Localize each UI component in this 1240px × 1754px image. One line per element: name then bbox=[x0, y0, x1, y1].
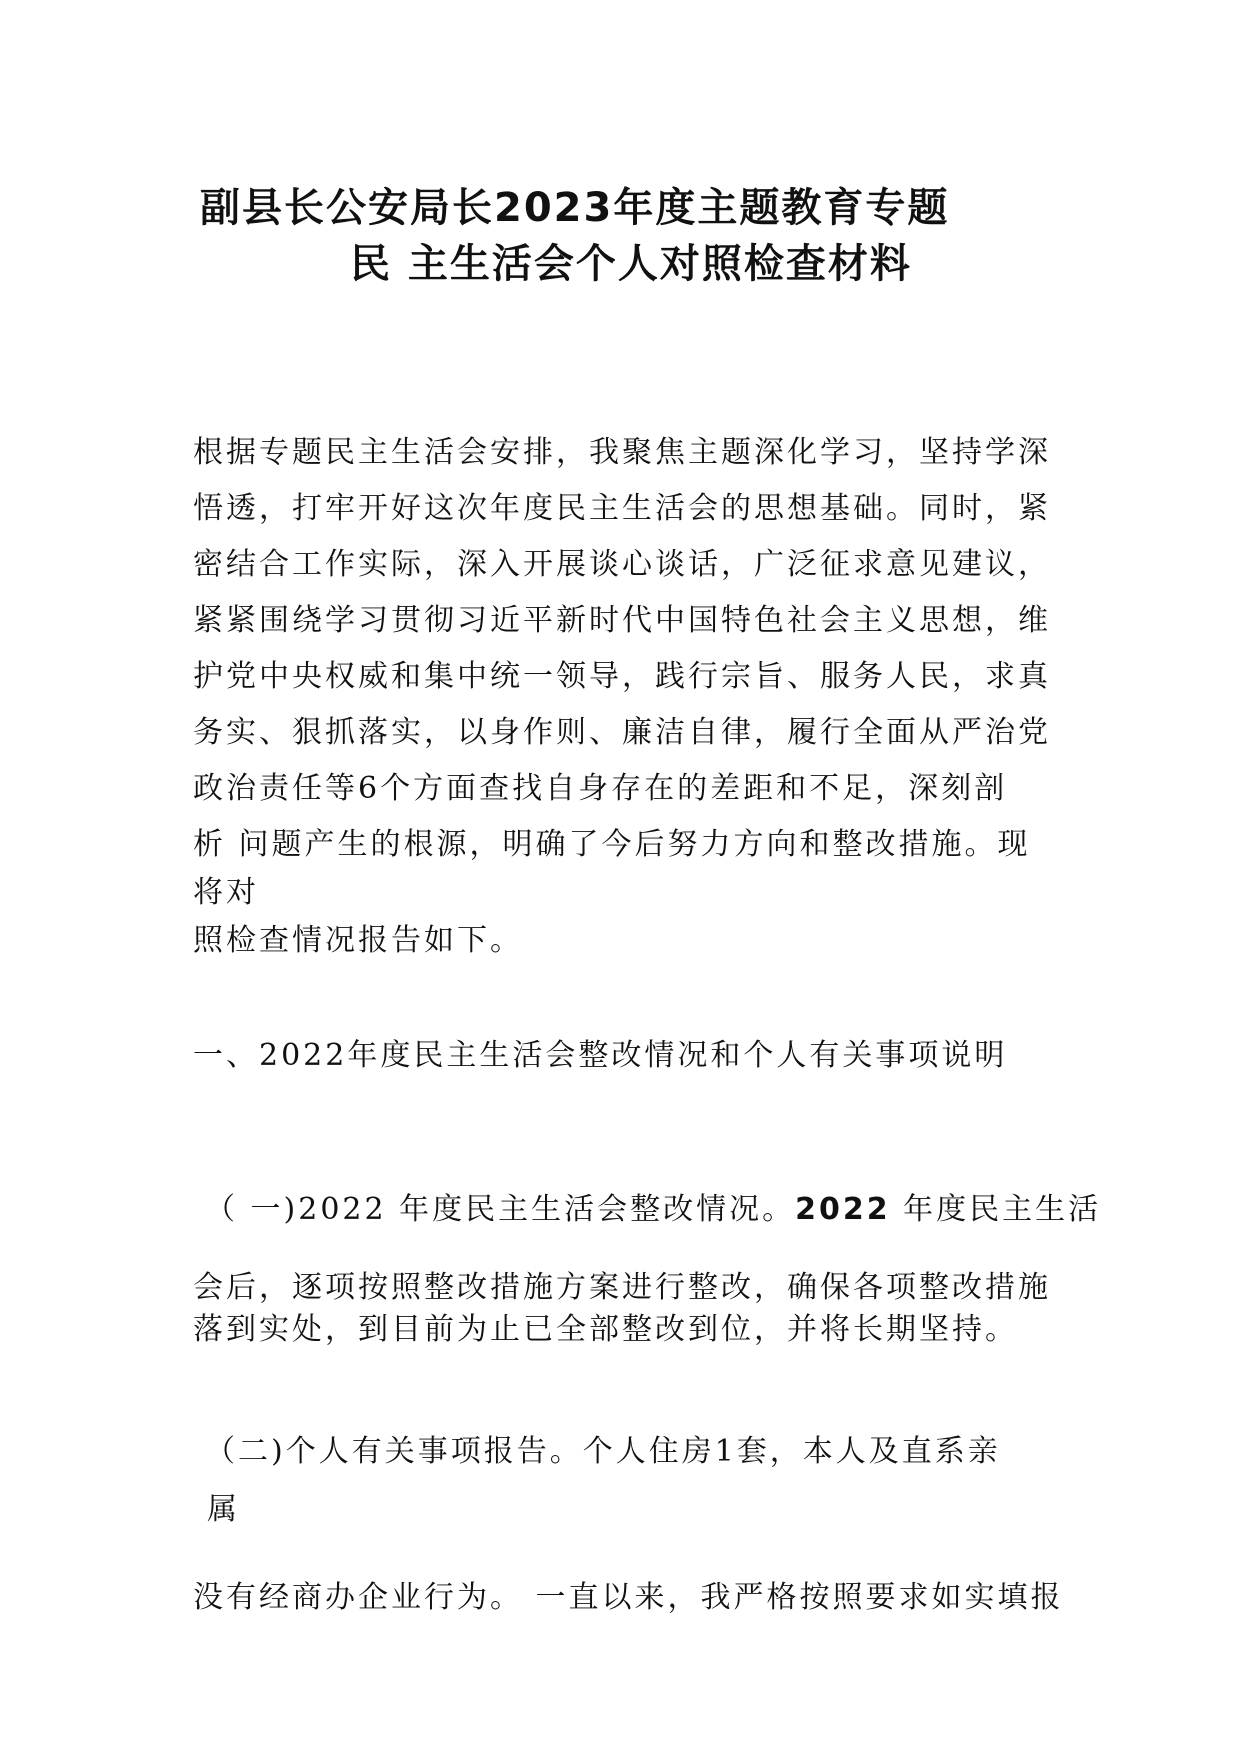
intro-line: 照检查情况报告如下。 bbox=[193, 923, 523, 958]
document-title-line-1: 副县长公安局长2023年度主题教育专题 bbox=[200, 185, 950, 231]
document-title-line-2: 民 主生活会个人对照检查材料 bbox=[350, 241, 912, 287]
intro-line: 密结合工作实际，深入开展谈心谈话，广泛征求意见建议， bbox=[193, 547, 1051, 582]
intro-line: 紧紧围绕学习贯彻习近平新时代中国特色社会主义思想，维 bbox=[193, 603, 1051, 638]
subsection-1-line: 会后，逐项按照整改措施方案进行整改，确保各项整改措施 bbox=[193, 1270, 1051, 1305]
intro-line: 护党中央权威和集中统一领导，践行宗旨、服务人民，求真 bbox=[193, 659, 1051, 694]
subsection-1-year: 2022 bbox=[795, 1192, 891, 1227]
subsection-2-line: （二)个人有关事项报告。个人住房1套，本人及直系亲 bbox=[205, 1434, 1001, 1469]
intro-line: 务实、狠抓落实，以身作则、廉洁自律，履行全面从严治党 bbox=[193, 715, 1051, 750]
intro-line: 将对 bbox=[193, 875, 259, 910]
subsection-1-first-line bbox=[205, 1190, 1101, 1230]
subsection-1-line: 落到实处，到目前为止已全部整改到位，并将长期坚持。 bbox=[193, 1312, 1018, 1347]
section-heading: 一、2022年度民主生活会整改情况和个人有关事项说明 bbox=[193, 1038, 1008, 1073]
intro-line: 根据专题民主生活会安排，我聚焦主题深化学习，坚持学深 bbox=[193, 435, 1051, 470]
intro-line: 析 问题产生的根源，明确了今后努力方向和整改措施。现 bbox=[193, 827, 1031, 862]
subsection-1-suffix: 年度民主生活 bbox=[890, 1192, 1102, 1227]
intro-line: 悟透，打牢开好这次年度民主生活会的思想基础。同时，紧 bbox=[193, 491, 1051, 526]
subsection-2-line: 属 bbox=[207, 1492, 240, 1527]
subsection-2-line: 没有经商办企业行为。 一直以来，我严格按照要求如实填报 bbox=[193, 1580, 1064, 1615]
intro-line: 政治责任等6个方面查找自身存在的差距和不足，深刻剖 bbox=[193, 771, 1008, 806]
subsection-1-prefix: （ 一)2022 年度民主生活会整改情况。 bbox=[205, 1192, 796, 1227]
